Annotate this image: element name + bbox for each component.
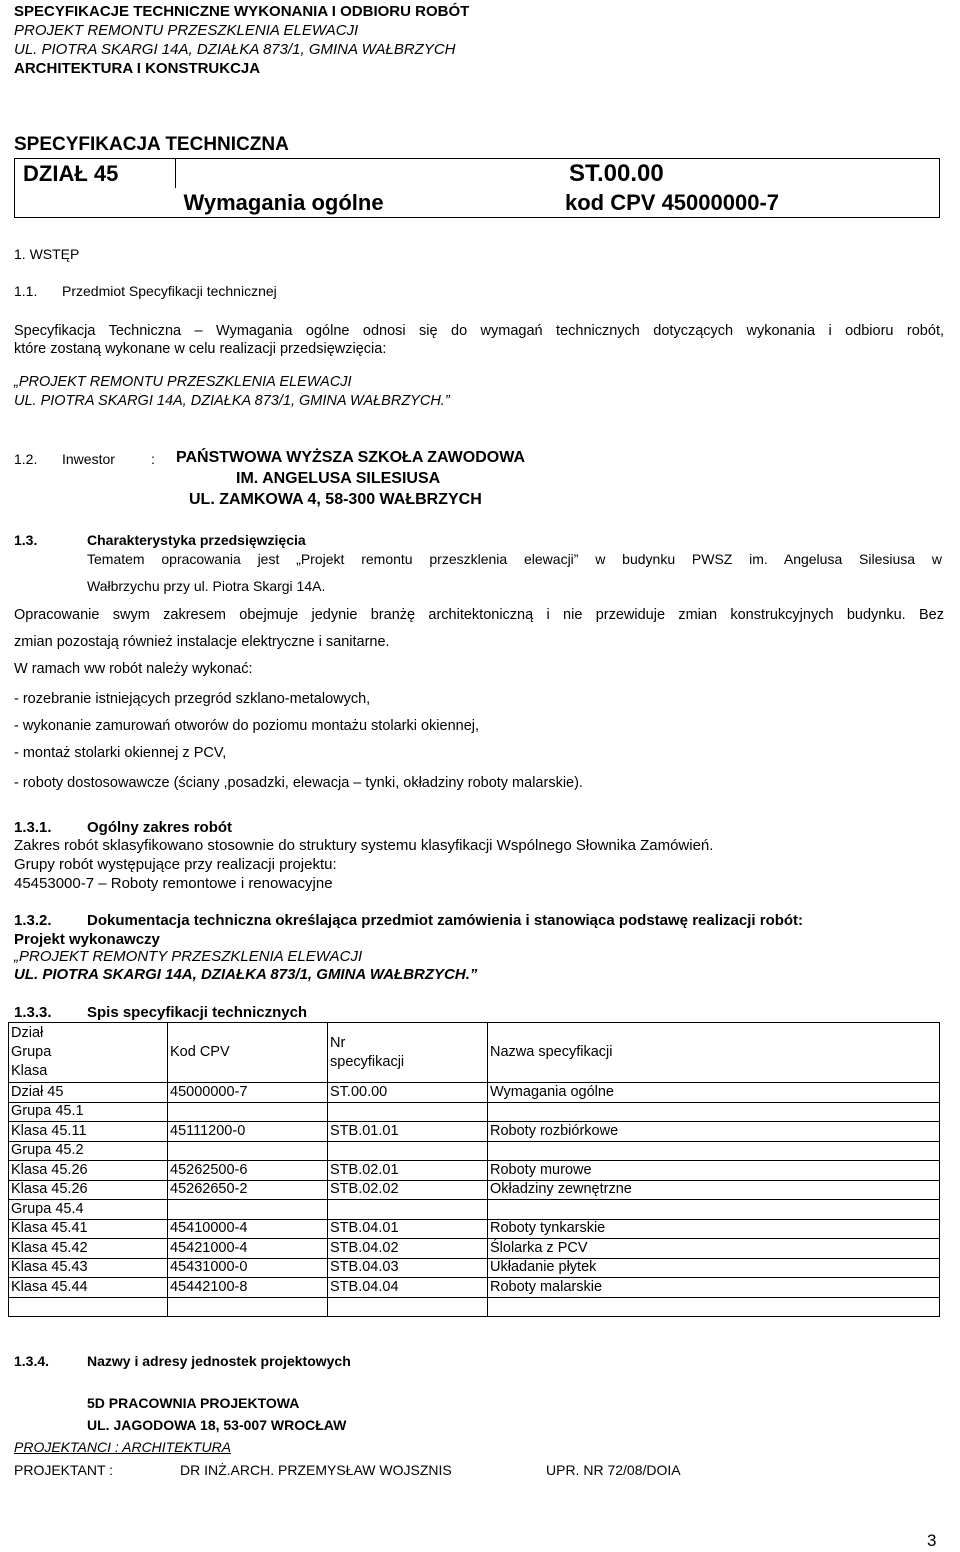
investor-line-1: PAŃSTWOWA WYŻSZA SZKOŁA ZAWODOWA (176, 449, 525, 466)
cell-section: Grupa 45.4 (9, 1200, 168, 1220)
cell-cpv (168, 1102, 328, 1122)
cell-name (488, 1200, 940, 1220)
spec-table-row (9, 1122, 940, 1142)
section-1-3-4-title: Nazwy i adresy jednostek projektowych (87, 1353, 351, 1369)
section-1-3-3-number: 1.3.3. (14, 1004, 52, 1021)
cell-cpv: 45431000-0 (168, 1258, 328, 1278)
cell-section: Klasa 45.41 (9, 1219, 168, 1239)
cell-cpv: 45262500-6 (168, 1161, 328, 1181)
spec-table-row (9, 1258, 940, 1278)
section-1-3-title: Charakterystyka przedsięwzięcia (87, 532, 306, 548)
section-1-3-2-subtitle: Projekt wykonawczy (14, 931, 160, 948)
section-1-3-line-2: Wałbrzychu przy ul. Piotra Skargi 14A. (87, 578, 326, 594)
cell-name: Wymagania ogólne (488, 1083, 940, 1103)
page-number: 3 (927, 1531, 937, 1550)
spec-table-row (9, 1180, 940, 1200)
designer-role: PROJEKTANT : (14, 1462, 114, 1478)
cell-section: Klasa 45.44 (9, 1278, 168, 1298)
cell-section (9, 1297, 168, 1317)
section-1-3-number: 1.3. (14, 532, 38, 548)
cell-number (328, 1297, 488, 1317)
section-1-2-number: 1.2. (14, 451, 38, 467)
section-1-1-line-1: Specyfikacja Techniczna – Wymagania ogólne odnosi się do wymagań technicznych dotyczących wykonania i odbioru robót, (14, 323, 944, 339)
cell-section: Klasa 45.26 (9, 1161, 168, 1181)
section-1-3-line-1: Tematem opracowania jest „Projekt remontu przeszklenia elewacji” w budynku PWSZ im. Angelusa Silesiusa w (87, 551, 942, 567)
header-cell-nr (328, 1023, 488, 1083)
header-specyfikacji: specyfikacji (330, 1053, 405, 1070)
section-1-1-line-2: które zostaną wykonane w celu realizacji przedsięwzięcia: (14, 341, 387, 357)
cell-number: ST.00.00 (328, 1083, 488, 1103)
cell-section: Klasa 45.42 (9, 1239, 168, 1259)
cell-number: STB.02.01 (328, 1161, 488, 1181)
spec-table-row (9, 1161, 940, 1181)
dzial-code: ST.00.00 (557, 159, 940, 189)
cell-name: Roboty tynkarskie (488, 1219, 940, 1239)
header-klasa: Klasa (11, 1063, 48, 1079)
header-cell-section (9, 1023, 168, 1083)
section-1-3-4-number: 1.3.4. (14, 1353, 50, 1369)
section-1-3-3-title: Spis specyfikacji technicznych (87, 1004, 308, 1021)
cell-cpv: 45442100-8 (168, 1278, 328, 1298)
works-item: - rozebranie istniejących przegród szklano-metalowych, (14, 691, 371, 707)
org-name: 5D PRACOWNIA PROJEKTOWA (87, 1395, 300, 1411)
header-name: Nazwa specyfikacji (488, 1023, 940, 1083)
cell-cpv: 45421000-4 (168, 1239, 328, 1259)
header-cpv: Kod CPV (168, 1023, 328, 1083)
section-1-3-1-number: 1.3.1. (14, 819, 52, 836)
section-1-3-1-title: Ogólny zakres robót (87, 819, 233, 836)
spec-table-header (9, 1023, 940, 1083)
cell-name: Układanie płytek (488, 1258, 940, 1278)
cell-section: Grupa 45.1 (9, 1102, 168, 1122)
section-1-3-2-number: 1.3.2. (14, 912, 52, 929)
cell-section: Klasa 45.11 (9, 1122, 168, 1142)
spec-table-row (9, 1278, 940, 1298)
org-address: UL. JAGODOWA 18, 53-007 WROCŁAW (87, 1417, 347, 1433)
investor-line-2: IM. ANGELUSA SILESIUSA (236, 470, 441, 487)
cell-number: STB.04.02 (328, 1239, 488, 1259)
cell-cpv: 45262650-2 (168, 1180, 328, 1200)
cell-number: STB.01.01 (328, 1122, 488, 1142)
dzial-box (14, 158, 940, 218)
section-1-3-2-project-1: „PROJEKT REMONTY PRZESZKLENIA ELEWACJI (14, 948, 363, 965)
section-1-2-colon: : (151, 451, 155, 467)
dzial-label: DZIAŁ 45 (15, 159, 176, 189)
cell-name (488, 1141, 940, 1161)
cell-name: Roboty rozbiórkowe (488, 1122, 940, 1142)
section-1-1-title: Przedmiot Specyfikacji technicznej (62, 283, 277, 299)
spec-table-row (9, 1297, 940, 1317)
cell-cpv (168, 1297, 328, 1317)
investor-line-3: UL. ZAMKOWA 4, 58-300 WAŁBRZYCH (189, 491, 482, 508)
header-nr: Nr (330, 1034, 346, 1051)
cell-number (328, 1141, 488, 1161)
section-1-3-2-title: Dokumentacja techniczna określająca przedmiot zamówienia i stanowiąca podstawę realizacji robót: (87, 912, 804, 929)
spec-table-row (9, 1083, 940, 1103)
scope-line-2: zmian pozostają również instalacje elektryczne i sanitarne. (14, 634, 390, 650)
cell-section: Dział 45 (9, 1083, 168, 1103)
cell-section: Klasa 45.26 (9, 1180, 168, 1200)
spec-title: SPECYFIKACJA TECHNICZNA (14, 134, 289, 155)
cell-cpv: 45000000-7 (168, 1083, 328, 1103)
spec-table-row (9, 1102, 940, 1122)
header-line-1: SPECYFIKACJE TECHNICZNE WYKONANIA I ODBIORU ROBÓT (14, 3, 470, 20)
designers-label: PROJEKTANCI : ARCHITEKTURA (14, 1439, 232, 1455)
cell-section: Klasa 45.43 (9, 1258, 168, 1278)
cell-number (328, 1200, 488, 1220)
spec-table-row (9, 1141, 940, 1161)
section-1-1-number: 1.1. (14, 283, 38, 299)
section-1-3-1-line-2: Grupy robót występujące przy realizacji projektu: (14, 856, 337, 873)
cell-number: STB.04.03 (328, 1258, 488, 1278)
cell-cpv (168, 1200, 328, 1220)
designer-license: UPR. NR 72/08/DOIA (546, 1462, 681, 1478)
header-grupa: Grupa (11, 1044, 52, 1060)
works-intro: W ramach ww robót należy wykonać: (14, 661, 253, 677)
works-item: - wykonanie zamurowań otworów do poziomu montażu stolarki okiennej, (14, 718, 480, 734)
spec-table-row (9, 1219, 940, 1239)
cell-cpv (168, 1141, 328, 1161)
works-item: - roboty dostosowawcze (ściany ,posadzki, elewacja – tynki, okładziny roboty malarskie). (14, 775, 583, 791)
spec-table (8, 1022, 940, 1317)
section-1-3-1-line-3: 45453000-7 – Roboty remontowe i renowacyjne (14, 875, 333, 892)
cell-cpv: 45111200-0 (168, 1122, 328, 1142)
section-1-2-label: Inwestor (62, 451, 115, 467)
section-1-heading: 1. WSTĘP (14, 246, 80, 262)
dzial-cpv: kod CPV 45000000-7 (557, 188, 940, 218)
cell-cpv: 45410000-4 (168, 1219, 328, 1239)
spec-table-row (9, 1239, 940, 1259)
cell-name: Okładziny zewnętrzne (488, 1180, 940, 1200)
section-1-3-2-project-2: UL. PIOTRA SKARGI 14A, DZIAŁKA 873/1, GMINA WAŁBRZYCH.” (14, 966, 478, 983)
cell-number: STB.04.04 (328, 1278, 488, 1298)
cell-name (488, 1297, 940, 1317)
scope-line-1: Opracowanie swym zakresem obejmuje jedynie branżę architektoniczną i nie przewiduje zmian konstrukcyjnych budynku. Bez (14, 607, 944, 623)
cell-section: Grupa 45.2 (9, 1141, 168, 1161)
cell-number: STB.04.01 (328, 1219, 488, 1239)
project-name-line-1: „PROJEKT REMONTU PRZESZKLENIA ELEWACJI (14, 374, 352, 390)
spec-table-row (9, 1200, 940, 1220)
cell-name (488, 1102, 940, 1122)
designer-name: DR INŻ.ARCH. PRZEMYSŁAW WOJSZNIS (180, 1462, 452, 1478)
project-name-line-2: UL. PIOTRA SKARGI 14A, DZIAŁKA 873/1, GMINA WAŁBRZYCH.” (14, 393, 450, 409)
section-1-3-1-line-1: Zakres robót sklasyfikowano stosownie do struktury systemu klasyfikacji Wspólnego Słownika Zamówień. (14, 837, 714, 854)
header-dzial: Dział (11, 1025, 44, 1041)
header-line-3: UL. PIOTRA SKARGI 14A, DZIAŁKA 873/1, GMINA WAŁBRZYCH (14, 41, 456, 58)
dzial-name: Wymagania ogólne (176, 188, 558, 218)
cell-number: STB.02.02 (328, 1180, 488, 1200)
cell-name: Roboty malarskie (488, 1278, 940, 1298)
works-item: - montaż stolarki okiennej z PCV, (14, 745, 227, 761)
header-line-2: PROJEKT REMONTU PRZESZKLENIA ELEWACJI (14, 22, 359, 39)
header-line-4: ARCHITEKTURA I KONSTRUKCJA (14, 60, 261, 77)
cell-number (328, 1102, 488, 1122)
cell-name: Ślolarka z PCV (488, 1239, 940, 1259)
cell-name: Roboty murowe (488, 1161, 940, 1181)
